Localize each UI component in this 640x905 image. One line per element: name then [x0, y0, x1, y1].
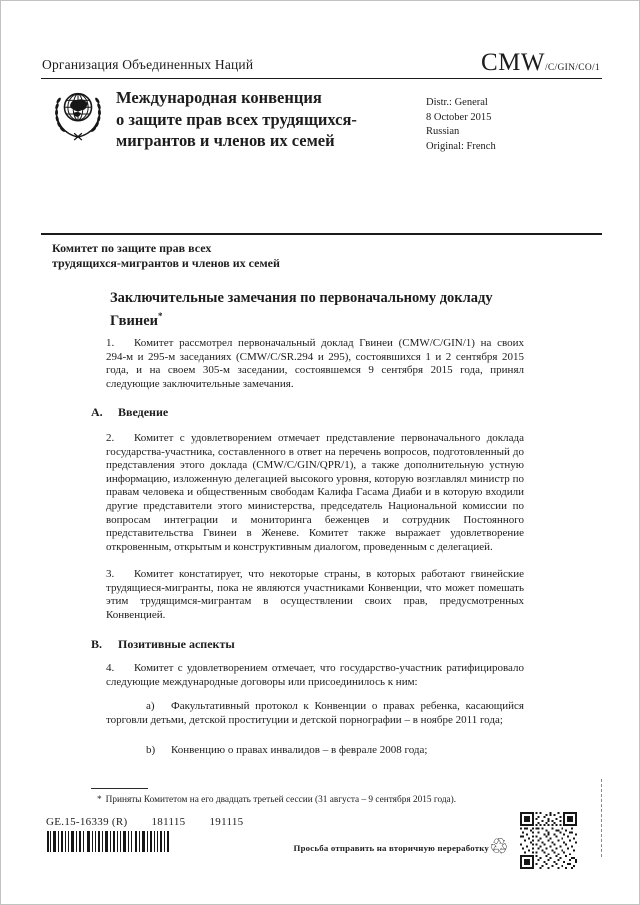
barcode [47, 831, 169, 852]
ge-number: GE.15-16339 (R) [46, 816, 128, 828]
committee-name [52, 241, 280, 270]
distr-original: Original: French [426, 140, 496, 152]
paragraph-4 [106, 662, 524, 689]
list-item-b [106, 744, 524, 758]
list-item-a-text: Факультативный протокол к Конвенции о правах ребенка, касающийся торговли детьми, детской проституции и детской порнографии – в ноябре 2011 года; [106, 700, 524, 726]
paragraph-2-text: Комитет с удовлетворением отмечает представление первоначального доклада государства-участника, составленного в ответ на перечень вопросов, подготовленный до представления этого доклада (CMW/C/GIN/QPR/1), а также дополнительную устную информацию, изложенную делегацией высокого уровня, которую возглавлял министр по правам человека и общественным свободам Калифа Гасама Диаби и в которую входили другие представители этого министерства, председатель Национальной комиссии по вопросам интеграции и мониторинга беженцев и сотрудник Постоянного представительства Гвинеи в Женеве. Комитет также выражает удовлетворение откровенным, открытым и конструктивным диалогом, проведенным с делегацией. [106, 432, 524, 553]
ge-code-2: 191115 [209, 816, 244, 828]
document-title [110, 290, 534, 330]
paragraph-3 [106, 568, 524, 622]
document-title-country: Гвинеи [110, 312, 159, 329]
committee-name-line2: трудящихся-мигрантов и членов их семей [52, 255, 280, 270]
ge-reference-line [46, 816, 243, 828]
ge-code-1: 181115 [151, 816, 186, 828]
list-item-a-label: a) [146, 700, 155, 712]
un-org-name: Организация Объединенных Наций [42, 57, 254, 72]
footnote-reference: * [158, 310, 163, 321]
convention-title-line2: о защите прав всех трудящихся- [116, 109, 357, 129]
committee-name-line1: Комитет по защите прав всех [52, 241, 212, 255]
page-cut-mark [601, 779, 602, 857]
section-rule [41, 233, 602, 235]
distr-type: Distr.: General [426, 97, 488, 108]
un-emblem-icon [49, 83, 107, 143]
document-title-line1: Заключительные замечания по первоначальному докладу [110, 290, 493, 306]
section-b-heading [91, 637, 235, 652]
section-a-title: Введение [118, 405, 169, 419]
qr-code [520, 812, 577, 869]
distr-date: 8 October 2015 [426, 111, 492, 123]
list-item-a [106, 700, 524, 727]
footnote [97, 795, 527, 807]
section-a-heading [91, 405, 168, 420]
distr-language: Russian [426, 126, 460, 137]
recycle-icon: ♲ [489, 835, 509, 860]
convention-title-line3: мигрантов и членов их семей [116, 131, 335, 150]
recycle-notice: Просьба отправить на вторичную переработку [293, 843, 489, 853]
section-b-letter: B. [91, 637, 103, 651]
paragraph-2 [106, 432, 524, 554]
footnote-separator [91, 788, 148, 789]
document-symbol [481, 49, 600, 77]
document-title-line2 [110, 308, 534, 330]
section-b-title: Позитивные аспекты [118, 637, 235, 651]
paragraph-4-text: Комитет с удовлетворением отмечает, что государство-участник ратифицировало следующие международные договоры или присоединилось к ним: [106, 662, 524, 688]
paragraph-2-number: 2. [106, 432, 115, 444]
paragraph-3-text: Комитет констатирует, что некоторые страны, в которых работают гвинейские трудящиеся-мигранты, пока не являются участниками Конвенции, что может помешать этим трудящимся-мигрантам в осуществлении своих прав, предусмотренных Конвенцией. [106, 568, 524, 621]
distribution-block [426, 96, 496, 154]
footnote-marker: * [97, 795, 102, 805]
convention-title [116, 87, 416, 152]
list-item-b-label: b) [146, 744, 156, 756]
paragraph-3-number: 3. [106, 568, 115, 580]
paragraph-1 [106, 337, 524, 391]
document-symbol-suffix: /C/GIN/CO/1 [544, 63, 600, 73]
list-item-b-text: Конвенцию о правах инвалидов – в феврале 2008 года; [171, 744, 428, 756]
footnote-text: Приняты Комитетом на его двадцать третьей сессии (31 августа – 9 сентября 2015 года). [105, 795, 457, 805]
paragraph-1-number: 1. [106, 337, 115, 349]
document-symbol-main: CMW [480, 49, 545, 76]
header-rule [41, 78, 602, 79]
paragraph-1-text: Комитет рассмотрел первоначальный доклад Гвинеи (CMW/C/GIN/1) на своих 294-м и 295-м заседаниях (CMW/C/SR.294 и 295), состоявшихся 1 и 2 сентября 2015 года, и на своем 305-м заседании, состоявшемся 9 сентября 2015 года, принял следующие заключительные замечания. [106, 337, 524, 390]
convention-title-line1: Международная конвенция [116, 88, 322, 107]
paragraph-4-number: 4. [106, 662, 115, 674]
section-a-letter: A. [91, 405, 103, 419]
